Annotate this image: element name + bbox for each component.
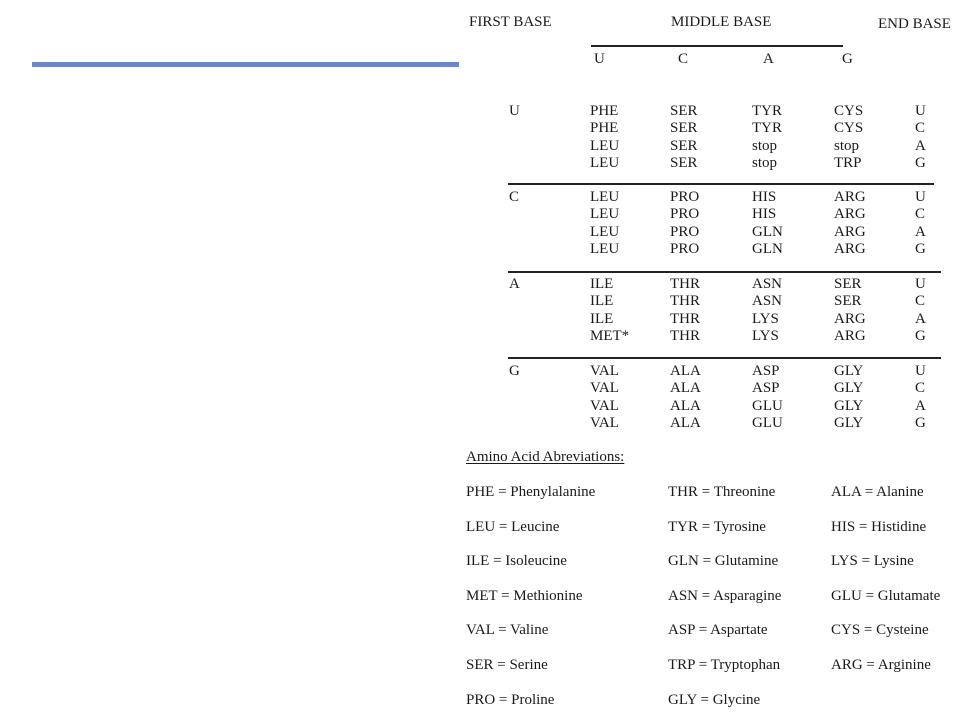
abbreviation-entry: GLU = Glutamate — [831, 588, 941, 604]
end-base-label: A — [915, 224, 926, 240]
abbreviation-entry: ILE = Isoleucine — [466, 553, 567, 569]
codon-cell: HIS — [752, 189, 777, 205]
end-base-label: C — [915, 380, 926, 396]
middle-base-a: A — [763, 51, 774, 67]
codon-cell: THR — [670, 311, 700, 327]
codon-cell: SER — [670, 138, 698, 154]
codon-cell: ARG — [834, 241, 866, 257]
codon-cell: GLY — [834, 415, 864, 431]
codon-cell: LEU — [590, 189, 620, 205]
codon-cell: VAL — [590, 363, 619, 379]
middle-base-g: G — [842, 51, 853, 67]
first-base-label: G — [509, 363, 520, 379]
codon-cell: ALA — [670, 363, 701, 379]
codon-cell: SER — [670, 120, 698, 136]
codon-cell: ALA — [670, 398, 701, 414]
codon-cell: GLY — [834, 380, 864, 396]
codon-cell: TYR — [752, 120, 782, 136]
codon-cell: HIS — [752, 206, 777, 222]
codon-cell: PHE — [590, 103, 619, 119]
group-divider — [508, 357, 941, 359]
abbreviation-entry: CYS = Cysteine — [831, 622, 929, 638]
end-base-label: U — [915, 103, 926, 119]
codon-cell: THR — [670, 293, 700, 309]
codon-cell: LEU — [590, 206, 620, 222]
codon-cell: GLY — [834, 398, 864, 414]
codon-cell: PRO — [670, 241, 700, 257]
end-base-label: G — [915, 241, 926, 257]
codon-cell: SER — [670, 155, 698, 171]
codon-cell: ARG — [834, 328, 866, 344]
codon-cell: VAL — [590, 380, 619, 396]
codon-cell: PHE — [590, 120, 619, 136]
abbreviation-entry: TRP = Tryptophan — [668, 657, 781, 673]
codon-cell: ILE — [590, 276, 614, 292]
abbreviation-entry: ASP = Aspartate — [668, 622, 768, 638]
codon-cell: GLN — [752, 224, 783, 240]
codon-cell: TRP — [834, 155, 862, 171]
middle-base-rule — [591, 45, 843, 47]
codon-cell: SER — [834, 293, 862, 309]
end-base-label: A — [915, 311, 926, 327]
slide-accent-bar — [32, 62, 459, 67]
end-base-label: C — [915, 120, 926, 136]
abbreviation-entry: PHE = Phenylalanine — [466, 484, 596, 500]
end-base-label: A — [915, 398, 926, 414]
abbreviation-entry: LEU = Leucine — [466, 519, 560, 535]
end-base-label: U — [915, 276, 926, 292]
end-base-label: G — [915, 415, 926, 431]
abbreviation-entry: PRO = Proline — [466, 692, 555, 708]
codon-cell: LEU — [590, 155, 620, 171]
codon-cell: stop — [752, 155, 778, 171]
end-base-label: G — [915, 155, 926, 171]
codon-cell: LYS — [752, 311, 779, 327]
codon-cell: LYS — [752, 328, 779, 344]
codon-cell: MET* — [590, 328, 630, 344]
codon-cell: ALA — [670, 415, 701, 431]
abbreviation-entry: THR = Threonine — [668, 484, 776, 500]
end-base-label: U — [915, 189, 926, 205]
codon-cell: VAL — [590, 415, 619, 431]
abbreviation-entry: HIS = Histidine — [831, 519, 927, 535]
codon-cell: stop — [752, 138, 778, 154]
group-divider — [508, 271, 941, 273]
codon-cell: ILE — [590, 311, 614, 327]
first-base-label: A — [509, 276, 520, 292]
codon-cell: ASP — [752, 380, 780, 396]
codon-cell: ARG — [834, 224, 866, 240]
codon-cell: CYS — [834, 120, 864, 136]
header-middle-base: MIDDLE BASE — [671, 14, 772, 30]
header-end-base: END BASE — [878, 16, 951, 32]
abbreviation-entry: GLN = Glutamine — [668, 553, 779, 569]
codon-cell: CYS — [834, 103, 864, 119]
end-base-label: U — [915, 363, 926, 379]
codon-cell: ASN — [752, 293, 783, 309]
header-first-base: FIRST BASE — [469, 14, 552, 30]
abbreviation-entry: TYR = Tyrosine — [668, 519, 766, 535]
codon-cell: LEU — [590, 224, 620, 240]
codon-cell: THR — [670, 276, 700, 292]
codon-cell: ASP — [752, 363, 780, 379]
codon-cell: GLN — [752, 241, 783, 257]
codon-cell: PRO — [670, 189, 700, 205]
abbreviation-entry: ALA = Alanine — [831, 484, 924, 500]
middle-base-c: C — [678, 51, 689, 67]
codon-cell: GLU — [752, 415, 783, 431]
abbreviation-entry: LYS = Lysine — [831, 553, 914, 569]
codon-cell: ARG — [834, 311, 866, 327]
first-base-label: C — [509, 189, 520, 205]
abbreviation-entry: MET = Methionine — [466, 588, 583, 604]
codon-cell: TYR — [752, 103, 782, 119]
codon-cell: LEU — [590, 138, 620, 154]
codon-cell: SER — [834, 276, 862, 292]
codon-cell: PRO — [670, 206, 700, 222]
end-base-label: C — [915, 206, 926, 222]
codon-cell: ARG — [834, 189, 866, 205]
abbreviation-entry: SER = Serine — [466, 657, 548, 673]
abbreviation-entry: ASN = Asparagine — [668, 588, 782, 604]
codon-cell: GLU — [752, 398, 783, 414]
end-base-label: G — [915, 328, 926, 344]
end-base-label: C — [915, 293, 926, 309]
codon-cell: THR — [670, 328, 700, 344]
codon-cell: LEU — [590, 241, 620, 257]
abbreviation-entry: GLY = Glycine — [668, 692, 761, 708]
middle-base-u: U — [594, 51, 605, 67]
codon-cell: stop — [834, 138, 860, 154]
codon-cell: GLY — [834, 363, 864, 379]
abbreviation-entry: VAL = Valine — [466, 622, 549, 638]
codon-cell: ALA — [670, 380, 701, 396]
codon-cell: PRO — [670, 224, 700, 240]
codon-cell: VAL — [590, 398, 619, 414]
abbreviation-entry: ARG = Arginine — [831, 657, 931, 673]
abbreviations-title: Amino Acid Abreviations: — [466, 449, 625, 465]
codon-cell: SER — [670, 103, 698, 119]
codon-cell: ARG — [834, 206, 866, 222]
codon-cell: ILE — [590, 293, 614, 309]
codon-cell: ASN — [752, 276, 783, 292]
group-divider — [508, 183, 934, 185]
end-base-label: A — [915, 138, 926, 154]
first-base-label: U — [509, 103, 520, 119]
